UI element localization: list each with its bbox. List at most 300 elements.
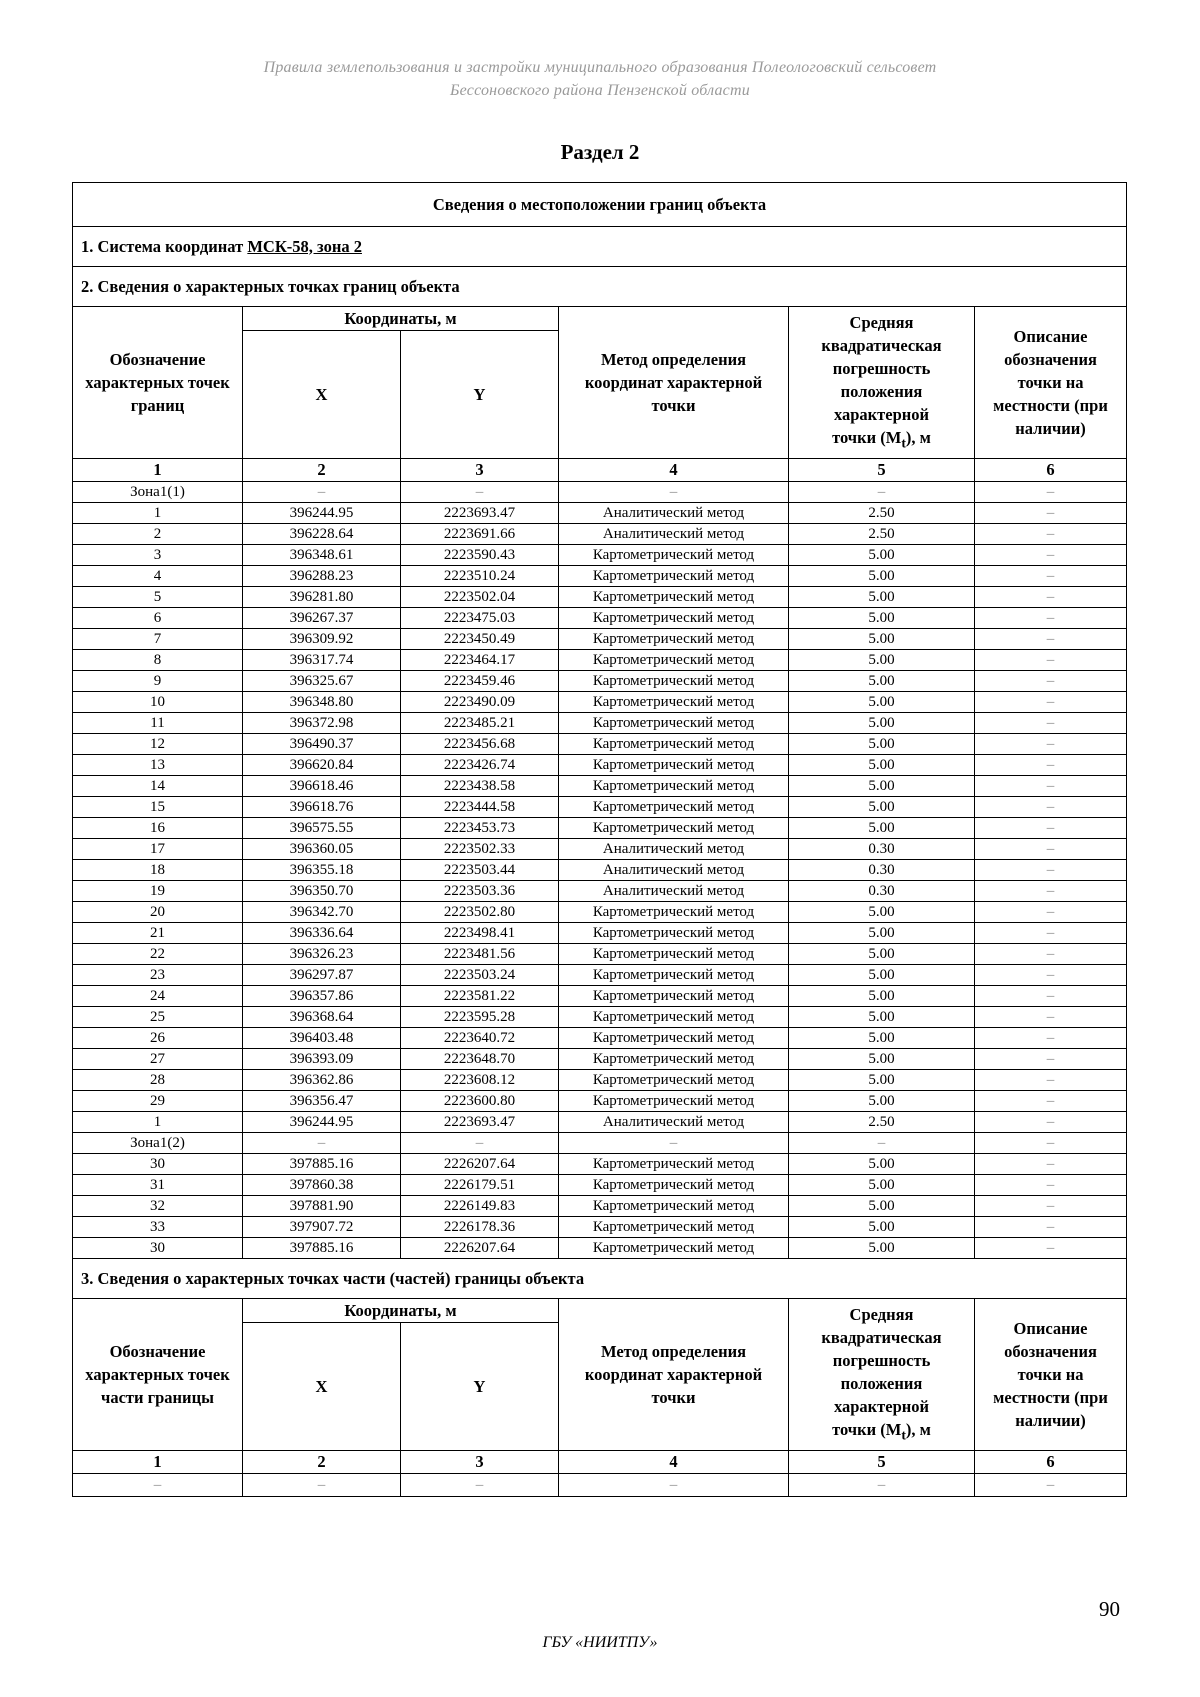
x-coord-cell: – [243,482,401,503]
x-coord-cell: 396325.67 [243,671,401,692]
col-header-description: Описание обозначения точки на местности (при наличии) [975,307,1127,459]
col-number: 6 [975,459,1127,482]
x-coord-cell: 397885.16 [243,1154,401,1175]
description-cell: – [975,524,1127,545]
section-title: Раздел 2 [560,140,640,164]
point-id-cell: 29 [73,1091,243,1112]
error-cell: 2.50 [789,524,975,545]
table-row [73,1175,1127,1196]
x-coord-cell: 396336.64 [243,923,401,944]
table-row [73,860,1127,881]
error-cell: 5.00 [789,1091,975,1112]
method-cell: Картометрический метод [559,818,789,839]
description-cell: – [975,1091,1127,1112]
x-coord-cell: 396309.92 [243,629,401,650]
x-coord-cell: 396228.64 [243,524,401,545]
point-id-cell: 24 [73,986,243,1007]
table-row [73,482,1127,503]
y-coord-cell: 2223464.17 [401,650,559,671]
table-row [73,1049,1127,1070]
method-cell: Картометрический метод [559,1028,789,1049]
y-coord-cell: 2223426.74 [401,755,559,776]
method-cell: Картометрический метод [559,1175,789,1196]
error-cell: 5.00 [789,713,975,734]
y-coord-cell: 2223693.47 [401,1112,559,1133]
empty-cell: – [401,1474,559,1497]
table-row [73,1133,1127,1154]
error-cell: 5.00 [789,1175,975,1196]
description-cell: – [975,944,1127,965]
col-header-x: X [243,331,401,459]
point-id-cell: 9 [73,671,243,692]
method-cell: Картометрический метод [559,1049,789,1070]
col-number: 2 [243,459,401,482]
point-id-cell: 23 [73,965,243,986]
empty-cell: – [73,1474,243,1497]
x-coord-cell: 396317.74 [243,650,401,671]
x-coord-cell: 396348.61 [243,545,401,566]
col-header-point-part: Обозначение характерных точек части границы [73,1299,243,1451]
description-cell: – [975,1028,1127,1049]
y-coord-cell: 2223502.04 [401,587,559,608]
table-row [73,986,1127,1007]
point-id-cell: 4 [73,566,243,587]
y-coord-cell: 2223693.47 [401,503,559,524]
y-coord-cell: 2226207.64 [401,1154,559,1175]
col-number: 4 [559,459,789,482]
y-coord-cell: 2226179.51 [401,1175,559,1196]
method-cell: Картометрический метод [559,713,789,734]
point-id-cell: 30 [73,1154,243,1175]
col-header-point: Обозначение характерных точек границ [73,307,243,459]
table-row [73,818,1127,839]
description-cell: – [975,566,1127,587]
error-cell: – [789,482,975,503]
y-coord-cell: 2223595.28 [401,1007,559,1028]
page-footer: ГБУ «НИИТПУ» [542,1634,658,1651]
method-cell: Картометрический метод [559,755,789,776]
y-coord-cell: 2223590.43 [401,545,559,566]
table-row [73,545,1127,566]
method-cell: Картометрический метод [559,1070,789,1091]
point-id-cell: 17 [73,839,243,860]
coord-system-value: МСК-58, зона 2 [247,236,362,256]
x-coord-cell: 396297.87 [243,965,401,986]
point-id-cell: 15 [73,797,243,818]
y-coord-cell: 2223502.33 [401,839,559,860]
col-header-error-text: Средняя квадратическая погрешность положения характерной [821,312,942,424]
col-header-x: X [243,1323,401,1451]
point-id-cell: 10 [73,692,243,713]
table-row [73,1028,1127,1049]
method-cell: Картометрический метод [559,965,789,986]
table-row [73,1196,1127,1217]
x-coord-cell: 396356.47 [243,1091,401,1112]
y-coord-cell: 2223510.24 [401,566,559,587]
error-cell: 5.00 [789,1049,975,1070]
error-cell: 5.00 [789,965,975,986]
y-coord-cell: 2223503.36 [401,881,559,902]
point-id-cell: 7 [73,629,243,650]
method-cell: Аналитический метод [559,1112,789,1133]
error-cell: 5.00 [789,1007,975,1028]
y-coord-cell: – [401,1133,559,1154]
error-cell: 5.00 [789,587,975,608]
table-row [73,713,1127,734]
method-cell: Картометрический метод [559,566,789,587]
point-id-cell: 22 [73,944,243,965]
point-id-cell: 14 [73,776,243,797]
y-coord-cell: 2223450.49 [401,629,559,650]
method-cell: Картометрический метод [559,797,789,818]
x-coord-cell: 396372.98 [243,713,401,734]
table-row [73,524,1127,545]
y-coord-cell: 2223485.21 [401,713,559,734]
description-cell: – [975,545,1127,566]
point-id-cell: 1 [73,1112,243,1133]
error-cell: 5.00 [789,797,975,818]
point-id-cell: 33 [73,1217,243,1238]
x-coord-cell: 396618.76 [243,797,401,818]
table-row [73,755,1127,776]
table-row [73,776,1127,797]
empty-cell: – [789,1474,975,1497]
table-row [73,923,1127,944]
point-id-cell: 12 [73,734,243,755]
table-row [73,629,1127,650]
error-cell: 5.00 [789,629,975,650]
y-coord-cell: 2223490.09 [401,692,559,713]
table-row [73,839,1127,860]
point-id-cell: 32 [73,1196,243,1217]
y-coord-cell: 2223438.58 [401,776,559,797]
x-coord-cell: 396618.46 [243,776,401,797]
x-coord-cell: 396620.84 [243,755,401,776]
description-cell: – [975,965,1127,986]
error-cell: 5.00 [789,902,975,923]
col-number: 5 [789,459,975,482]
point-id-cell: 31 [73,1175,243,1196]
description-cell: – [975,713,1127,734]
x-coord-cell: 397907.72 [243,1217,401,1238]
col-header-y: Y [401,1323,559,1451]
x-coord-cell: 396288.23 [243,566,401,587]
col-number: 6 [975,1451,1127,1474]
x-coord-cell: 396368.64 [243,1007,401,1028]
point-id-cell: 2 [73,524,243,545]
y-coord-cell: 2223498.41 [401,923,559,944]
table-row [73,965,1127,986]
y-coord-cell: 2223581.22 [401,986,559,1007]
method-cell: Картометрический метод [559,1091,789,1112]
coord-system-label: 1. Система координат [81,236,244,256]
description-cell: – [975,1133,1127,1154]
method-cell: Картометрический метод [559,671,789,692]
running-header-line-1: Правила землепользования и застройки муниципального образования Полеологовский сельсовет [263,59,937,76]
error-cell: 5.00 [789,818,975,839]
point-id-cell: 8 [73,650,243,671]
point-id-cell: 16 [73,818,243,839]
col-header-method: Метод определения координат характерной точки [559,1299,789,1451]
parts-section-heading: 3. Сведения о характерных точках части (частей) границы объекта [73,1259,1127,1299]
method-cell: Картометрический метод [559,650,789,671]
description-cell: – [975,1175,1127,1196]
col-header-error: Средняя квадратическая погрешность положения характерной точки $(M_t)$, м [789,1299,975,1451]
description-cell: – [975,755,1127,776]
point-id-cell: 5 [73,587,243,608]
table-row [73,881,1127,902]
y-coord-cell: 2223502.80 [401,902,559,923]
method-cell: Картометрический метод [559,629,789,650]
method-cell: Картометрический метод [559,1238,789,1259]
table-row [73,587,1127,608]
table-row [73,1112,1127,1133]
x-coord-cell: 396350.70 [243,881,401,902]
y-coord-cell: 2223456.68 [401,734,559,755]
y-coord-cell: 2223444.58 [401,797,559,818]
col-number: 5 [789,1451,975,1474]
x-coord-cell: 396348.80 [243,692,401,713]
table-title: Сведения о местоположении границ объекта [73,183,1127,227]
method-cell: Аналитический метод [559,524,789,545]
table-row [73,734,1127,755]
y-coord-cell: 2223648.70 [401,1049,559,1070]
x-coord-cell: 396244.95 [243,503,401,524]
error-cell: 5.00 [789,776,975,797]
error-cell: 5.00 [789,1154,975,1175]
coord-system-row [73,227,1127,267]
error-cell: 0.30 [789,839,975,860]
x-coord-cell: 396326.23 [243,944,401,965]
table-row [73,1091,1127,1112]
error-cell: 5.00 [789,986,975,1007]
method-cell: Картометрический метод [559,923,789,944]
error-cell: 5.00 [789,1217,975,1238]
description-cell: – [975,1049,1127,1070]
method-cell: Картометрический метод [559,902,789,923]
method-cell: Аналитический метод [559,503,789,524]
col-header-description: Описание обозначения точки на местности (при наличии) [975,1299,1127,1451]
table-row [73,1217,1127,1238]
method-cell: Картометрический метод [559,986,789,1007]
method-cell: Картометрический метод [559,587,789,608]
method-cell: – [559,1133,789,1154]
error-cell: 5.00 [789,923,975,944]
description-cell: – [975,776,1127,797]
x-coord-cell: 397860.38 [243,1175,401,1196]
table-row [73,1238,1127,1259]
x-coord-cell: 396360.05 [243,839,401,860]
point-id-cell: 20 [73,902,243,923]
column-number-row [73,459,1127,482]
table-row [73,902,1127,923]
description-cell: – [975,986,1127,1007]
error-cell: 5.00 [789,545,975,566]
y-coord-cell: 2223691.66 [401,524,559,545]
y-coord-cell: 2223503.44 [401,860,559,881]
error-cell: 2.50 [789,1112,975,1133]
description-cell: – [975,1154,1127,1175]
table-row [73,944,1127,965]
point-id-cell: 25 [73,1007,243,1028]
page-number: 90 [1099,1597,1120,1621]
method-cell: Картометрический метод [559,734,789,755]
x-coord-cell: 396355.18 [243,860,401,881]
method-cell: Картометрический метод [559,545,789,566]
col-header-coords: Координаты, м [243,1299,559,1323]
point-id-cell: 1 [73,503,243,524]
table-row [73,1070,1127,1091]
col-header-coords: Координаты, м [243,307,559,331]
description-cell: – [975,839,1127,860]
description-cell: – [975,1196,1127,1217]
y-coord-cell: 2223459.46 [401,671,559,692]
col-number: 3 [401,1451,559,1474]
x-coord-cell: 396267.37 [243,608,401,629]
method-cell: – [559,482,789,503]
description-cell: – [975,671,1127,692]
point-id-cell: 30 [73,1238,243,1259]
x-coord-cell: 396490.37 [243,734,401,755]
error-cell: 5.00 [789,944,975,965]
error-cell: 0.30 [789,881,975,902]
y-coord-cell: 2226149.83 [401,1196,559,1217]
description-cell: – [975,629,1127,650]
error-cell: 5.00 [789,671,975,692]
method-cell: Аналитический метод [559,881,789,902]
col-header-error-text: Средняя квадратическая погрешность положения характерной [821,1304,942,1416]
table-row [73,692,1127,713]
error-cell: – [789,1133,975,1154]
y-coord-cell: 2223475.03 [401,608,559,629]
method-cell: Аналитический метод [559,860,789,881]
col-number: 3 [401,459,559,482]
x-coord-cell: 396244.95 [243,1112,401,1133]
method-cell: Аналитический метод [559,839,789,860]
error-cell: 5.00 [789,566,975,587]
description-cell: – [975,734,1127,755]
y-coord-cell: 2223453.73 [401,818,559,839]
point-id-cell: 13 [73,755,243,776]
method-cell: Картометрический метод [559,1007,789,1028]
error-cell: 5.00 [789,1196,975,1217]
method-cell: Картометрический метод [559,692,789,713]
error-cell: 0.30 [789,860,975,881]
col-number: 1 [73,459,243,482]
table-row [73,797,1127,818]
x-coord-cell: 397881.90 [243,1196,401,1217]
error-cell: 5.00 [789,692,975,713]
empty-cell: – [559,1474,789,1497]
empty-cell: – [975,1474,1127,1497]
description-cell: – [975,608,1127,629]
point-id-cell: 28 [73,1070,243,1091]
error-cell: 5.00 [789,650,975,671]
y-coord-cell: 2223503.24 [401,965,559,986]
table-row [73,608,1127,629]
point-id-cell: 26 [73,1028,243,1049]
column-number-row [73,1451,1127,1474]
error-cell: 5.00 [789,1028,975,1049]
description-cell: – [975,881,1127,902]
description-cell: – [975,482,1127,503]
point-id-cell: 11 [73,713,243,734]
empty-parts-row [73,1474,1127,1497]
col-number: 2 [243,1451,401,1474]
table-row [73,1007,1127,1028]
description-cell: – [975,1070,1127,1091]
error-cell: 5.00 [789,734,975,755]
x-coord-cell: 396362.86 [243,1070,401,1091]
error-cell: 5.00 [789,1238,975,1259]
method-cell: Картометрический метод [559,1154,789,1175]
x-coord-cell: 396575.55 [243,818,401,839]
point-id-cell: 18 [73,860,243,881]
y-coord-cell: 2223608.12 [401,1070,559,1091]
point-id-cell: 3 [73,545,243,566]
method-cell: Картометрический метод [559,1217,789,1238]
description-cell: – [975,1217,1127,1238]
table-row [73,1154,1127,1175]
description-cell: – [975,860,1127,881]
description-cell: – [975,1112,1127,1133]
col-header-method: Метод определения координат характерной точки [559,307,789,459]
point-id-cell: 19 [73,881,243,902]
x-coord-cell: – [243,1133,401,1154]
col-number: 4 [559,1451,789,1474]
description-cell: – [975,902,1127,923]
point-id-cell: 6 [73,608,243,629]
x-coord-cell: 396357.86 [243,986,401,1007]
y-coord-cell: – [401,482,559,503]
boundary-table [72,182,1127,1497]
method-cell: Картометрический метод [559,944,789,965]
description-cell: – [975,587,1127,608]
point-id-cell: 27 [73,1049,243,1070]
table-row [73,671,1127,692]
error-cell: 2.50 [789,503,975,524]
empty-cell: – [243,1474,401,1497]
error-cell: 5.00 [789,608,975,629]
description-cell: – [975,650,1127,671]
running-header-line-2: Бессоновского района Пензенской области [450,82,750,99]
y-coord-cell: 2226178.36 [401,1217,559,1238]
description-cell: – [975,923,1127,944]
y-coord-cell: 2223481.56 [401,944,559,965]
method-cell: Картометрический метод [559,1196,789,1217]
col-number: 1 [73,1451,243,1474]
point-id-cell: 21 [73,923,243,944]
description-cell: – [975,797,1127,818]
col-header-y: Y [401,331,559,459]
y-coord-cell: 2223600.80 [401,1091,559,1112]
x-coord-cell: 396393.09 [243,1049,401,1070]
point-id-cell: Зона1(2) [73,1133,243,1154]
y-coord-cell: 2223640.72 [401,1028,559,1049]
x-coord-cell: 396342.70 [243,902,401,923]
error-cell: 5.00 [789,755,975,776]
points-section-heading: 2. Сведения о характерных точках границ объекта [73,267,1127,307]
col-header-error: Средняя квадратическая погрешность положения характерной точки $(M_t)$, м [789,307,975,459]
description-cell: – [975,1007,1127,1028]
description-cell: – [975,818,1127,839]
table-row [73,503,1127,524]
description-cell: – [975,1238,1127,1259]
method-cell: Картометрический метод [559,608,789,629]
method-cell: Картометрический метод [559,776,789,797]
x-coord-cell: 396403.48 [243,1028,401,1049]
error-cell: 5.00 [789,1070,975,1091]
